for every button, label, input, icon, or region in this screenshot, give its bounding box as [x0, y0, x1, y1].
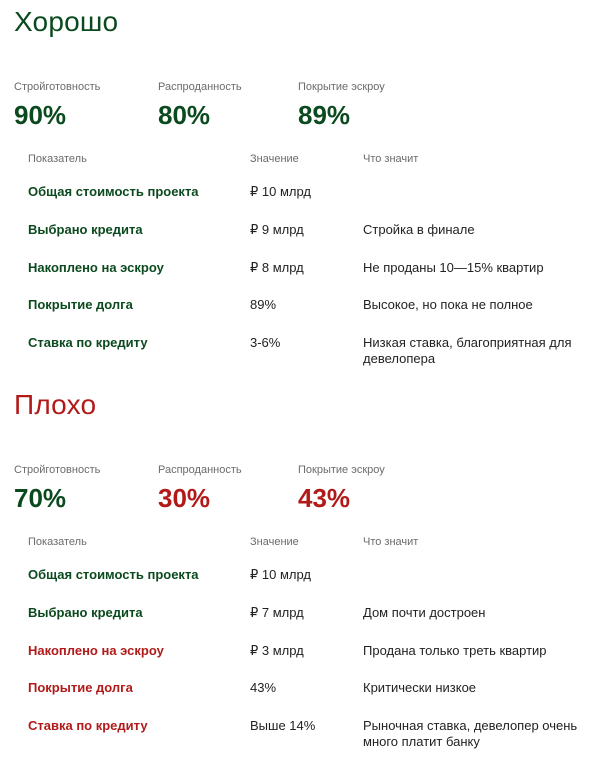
table-header — [0, 536, 602, 552]
column-header-meaning: Что значит — [363, 153, 419, 165]
column-header-indicator: Показатель — [28, 153, 87, 165]
row-value: 89% — [250, 297, 277, 312]
row-meaning: Низкая ставка, благоприятная для девелопера — [363, 335, 572, 366]
column-header-indicator: Показатель — [28, 536, 87, 548]
row-indicator: Выбрано кредита — [28, 222, 143, 237]
row-meaning: Стройка в финале — [363, 222, 475, 237]
metric-value: 80% — [158, 100, 211, 130]
table-row — [0, 184, 602, 222]
column-header-value: Значение — [250, 153, 299, 165]
table-row — [0, 222, 602, 260]
metric-escrow-coverage — [298, 80, 385, 130]
column-header-value: Значение — [250, 536, 299, 548]
row-indicator: Накоплено на эскроу — [28, 643, 164, 658]
row-indicator: Общая стоимость проекта — [28, 567, 199, 582]
row-value: ₽ 9 млрд — [250, 222, 304, 237]
row-indicator: Покрытие долга — [28, 680, 133, 695]
row-meaning: Высокое, но пока не полное — [363, 297, 533, 312]
table-row — [0, 297, 602, 335]
table-row — [0, 260, 602, 298]
row-indicator: Ставка по кредиту — [28, 335, 148, 350]
row-meaning: Рыночная ставка, девелопер очень много платит банку — [363, 718, 578, 749]
metric-label: Стройготовность — [14, 464, 101, 476]
column-header-meaning: Что значит — [363, 536, 419, 548]
metric-sell-out — [158, 80, 242, 130]
row-meaning: Критически низкое — [363, 680, 477, 695]
table-row — [0, 605, 602, 643]
row-meaning: Не проданы 10—15% квартир — [363, 260, 544, 275]
metric-sell-out — [158, 463, 242, 513]
row-meaning: Дом почти достроен — [363, 605, 486, 620]
metric-value: 43% — [298, 483, 351, 513]
metric-label: Распроданность — [158, 81, 242, 93]
row-value: 3-6% — [250, 335, 281, 350]
bad-heading: Плохо — [14, 389, 97, 420]
row-indicator: Выбрано кредита — [28, 605, 143, 620]
row-indicator: Ставка по кредиту — [28, 718, 148, 733]
row-value: 43% — [250, 680, 277, 695]
metric-label: Покрытие эскроу — [298, 464, 385, 476]
table-row — [0, 680, 602, 718]
table-row — [0, 643, 602, 681]
metric-value: 70% — [14, 483, 67, 513]
table-row — [0, 335, 602, 373]
metric-construction-readiness — [14, 80, 100, 130]
row-value: ₽ 10 млрд — [250, 184, 311, 199]
row-value: ₽ 10 млрд — [250, 567, 311, 582]
row-value: ₽ 7 млрд — [250, 605, 304, 620]
metric-construction-readiness — [14, 463, 100, 513]
row-indicator: Общая стоимость проекта — [28, 184, 199, 199]
row-meaning: Продана только треть квартир — [363, 643, 547, 658]
row-value: ₽ 3 млрд — [250, 643, 304, 658]
metric-value: 89% — [298, 100, 351, 130]
metric-label: Покрытие эскроу — [298, 81, 385, 93]
table-header — [0, 153, 602, 169]
good-heading: Хорошо — [14, 6, 119, 37]
table-row — [0, 718, 602, 756]
row-value: Выше 14% — [250, 718, 316, 733]
table-row — [0, 567, 602, 605]
metric-label: Стройготовность — [14, 81, 101, 93]
metric-escrow-coverage — [298, 463, 385, 513]
row-indicator: Накоплено на эскроу — [28, 260, 164, 275]
metric-label: Распроданность — [158, 464, 242, 476]
metric-value: 90% — [14, 100, 67, 130]
metric-value: 30% — [158, 483, 211, 513]
row-indicator: Покрытие долга — [28, 297, 133, 312]
row-value: ₽ 8 млрд — [250, 260, 304, 275]
